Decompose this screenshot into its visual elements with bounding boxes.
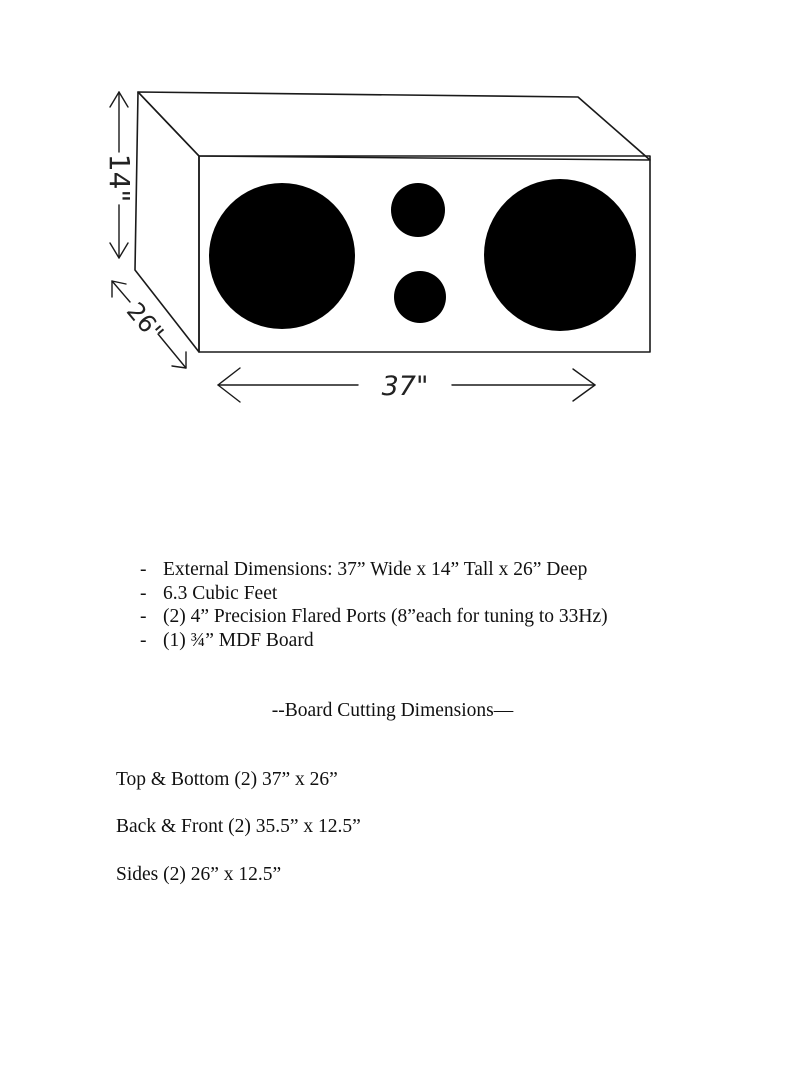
spec-list	[140, 558, 608, 652]
box-top-face	[138, 92, 650, 160]
cut-dimension-sides: Sides (2) 26” x 12.5”	[116, 864, 282, 885]
bullet-dash: -	[140, 606, 147, 627]
depth-label: 26"	[120, 297, 170, 347]
spec-text: External Dimensions: 37” Wide x 14” Tall x 26” Deep	[163, 559, 588, 580]
bottom-port	[394, 271, 446, 323]
spec-text: (2) 4” Precision Flared Ports (8”each for tuning to 33Hz)	[163, 606, 608, 627]
cut-dimension-back-front: Back & Front (2) 35.5” x 12.5”	[116, 816, 361, 837]
spec-item	[140, 605, 608, 629]
left-woofer	[209, 183, 355, 329]
bullet-dash: -	[140, 629, 147, 651]
spec-item	[140, 582, 608, 606]
spec-text: 6.3 Cubic Feet	[163, 582, 278, 604]
cutting-heading: --Board Cutting Dimensions—	[271, 700, 514, 721]
bullet-dash: -	[140, 582, 147, 604]
top-port	[391, 183, 445, 237]
spec-text: (1) ¾” MDF Board	[163, 629, 314, 651]
spec-item	[140, 558, 608, 582]
bullet-dash: -	[140, 559, 147, 580]
width-label: 37"	[381, 371, 429, 402]
height-label: 14"	[103, 153, 136, 203]
speaker-box-diagram	[0, 0, 785, 420]
right-woofer	[484, 179, 636, 331]
cut-dimension-top-bottom: Top & Bottom (2) 37” x 26”	[116, 769, 338, 790]
spec-item	[140, 629, 608, 653]
